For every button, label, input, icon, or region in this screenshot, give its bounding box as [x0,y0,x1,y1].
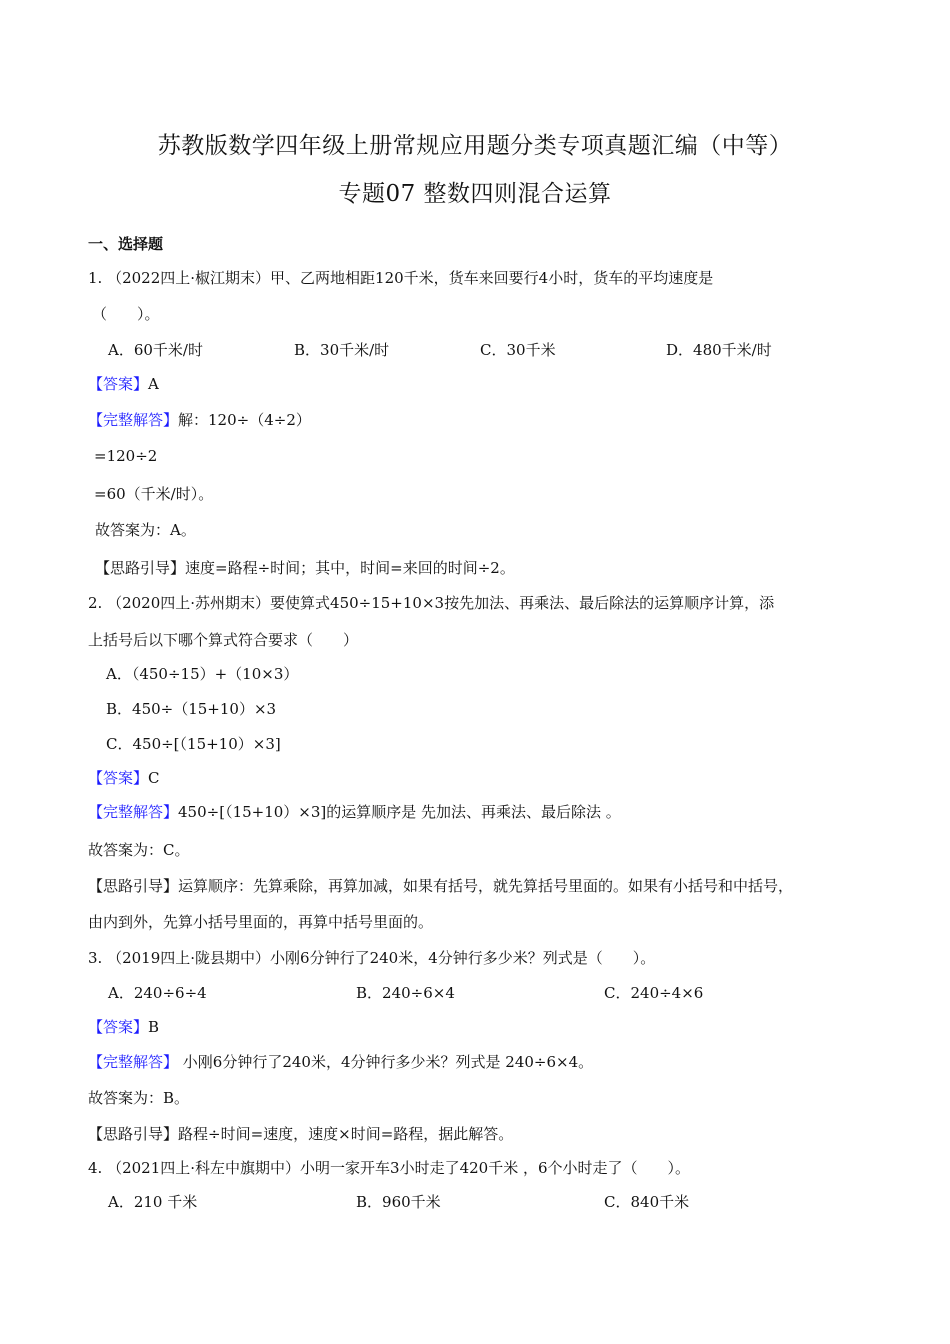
hint-text: 运算顺序：先算乘除，再算加减，如果有括号，就先算括号里面的。如果有小括号和中括号， [178,877,794,895]
question-stem: 4. （2021四上·科左中旗期中）小明一家开车3小时走了420千米 ，6个小时走了（ ）。 [88,1159,691,1177]
solution-text: 解：120÷（4÷2） [178,411,311,429]
document-title: 苏教版数学四年级上册常规应用题分类专项真题汇编（中等） [157,133,793,159]
option-b: B．240÷6×4 [356,984,455,1002]
solution-text: 小刚6分钟行了240米，4分钟行多少米？列式是 240÷6×4。 [178,1053,594,1071]
question-stem: 2. （2020四上·苏州期末）要使算式450÷15+10×3按先加法、再乘法、最后除法的运算顺序计算，添 [88,594,775,612]
answer-value: A [148,375,159,393]
hint-row [88,1124,513,1144]
hint-text: 路程÷时间=速度，速度×时间=路程，据此解答。 [178,1125,514,1143]
option-a: A．240÷6÷4 [108,984,207,1002]
option-c: C．450÷[（15+10）×3] [106,735,281,753]
answer-label: 【答案】 [88,769,149,787]
hint-text-cont: 由内到外，先算小括号里面的，再算中括号里面的。 [88,913,434,931]
hint-label: 【思路引导】 [95,559,186,577]
option-b: B．450÷（15+10）×3 [106,700,277,718]
answer-row [88,768,160,788]
option-c: C．30千米 [480,341,556,359]
hint-label: 【思路引导】 [88,877,179,895]
solution-conclusion: 故答案为：B。 [88,1089,190,1107]
solution-label: 【完整解答】 [88,1053,179,1071]
solution-text: 450÷[（15+10）×3]的运算顺序是 先加法、再乘法、最后除法 。 [178,803,621,821]
solution-step: =60（千米/时）。 [94,485,214,503]
solution-label: 【完整解答】 [88,411,179,429]
answer-value: C [148,769,160,787]
solution-row [88,410,311,430]
answer-label: 【答案】 [88,375,149,393]
option-b: B．960千米 [356,1193,441,1211]
solution-conclusion: 故答案为：C。 [88,841,190,859]
option-b: B．30千米/时 [294,341,390,359]
hint-row [88,876,793,896]
solution-row [88,1052,593,1072]
option-a: A．60千米/时 [108,341,203,359]
option-d: D．480千米/时 [666,341,772,359]
solution-row [88,802,621,822]
document-subtitle: 专题07 整数四则混合运算 [338,181,612,207]
option-a: A．（450÷15）+（10×3） [106,665,299,683]
answer-label: 【答案】 [88,1018,149,1036]
solution-label: 【完整解答】 [88,803,179,821]
option-c: C．240÷4×6 [604,984,704,1002]
question-stem-cont: 上括号后以下哪个算式符合要求（ ） [88,631,359,649]
question-stem-cont: （ ）。 [92,305,160,323]
hint-text: 速度=路程÷时间；其中，时间=来回的时间÷2。 [185,559,515,577]
hint-label: 【思路引导】 [88,1125,179,1143]
solution-step: =120÷2 [94,447,158,465]
answer-value: B [148,1018,160,1036]
option-a: A．210 千米 [108,1193,198,1211]
question-stem: 3. （2019四上·陇县期中）小刚6分钟行了240米，4分钟行多少米？列式是（ ）。 [88,949,656,967]
question-stem: 1. （2022四上·椒江期末）甲、乙两地相距120千米，货车来回要行4小时，货车的平均速度是 [88,269,714,287]
answer-row [88,1017,159,1037]
option-c: C．840千米 [604,1193,690,1211]
section-heading: 一、选择题 [88,235,164,253]
answer-row [88,374,159,394]
solution-conclusion: 故答案为：A。 [95,521,196,539]
hint-row [95,558,515,578]
